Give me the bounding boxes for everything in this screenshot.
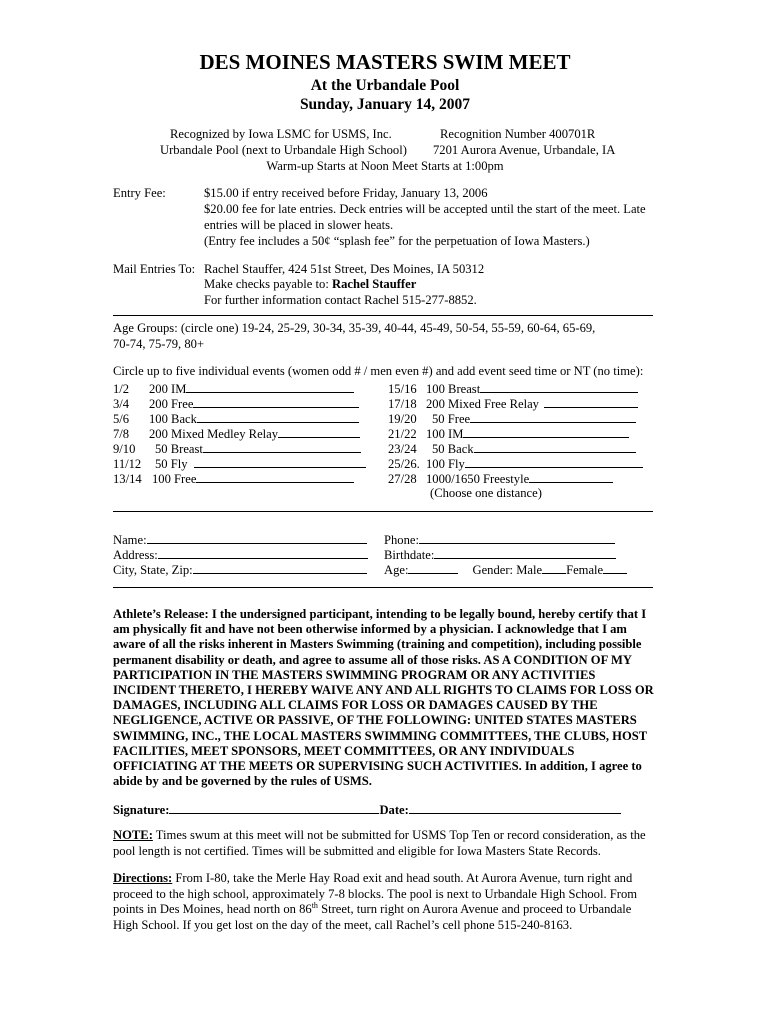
directions-label: Directions:	[113, 871, 173, 885]
checks-payable	[204, 277, 416, 293]
directions-paragraph	[113, 871, 655, 933]
event-name: 1000/1650 Freestyle	[426, 472, 530, 486]
seed-time-line[interactable]	[194, 455, 366, 468]
date-subtitle: Sunday, January 14, 2007	[299, 96, 471, 113]
events-intro: Circle up to five individual events (women odd # / men even #) and add event seed time or NT (no time):	[113, 364, 644, 378]
city-line[interactable]	[193, 561, 367, 574]
note-label: NOTE:	[113, 828, 153, 842]
seed-time-line[interactable]	[278, 425, 360, 438]
divider	[113, 511, 653, 512]
event-number: 17/18	[388, 397, 417, 411]
event-number: 11/12	[113, 457, 142, 471]
birthdate-label: Birthdate:	[384, 548, 435, 562]
divider	[113, 587, 653, 588]
name-label: Name:	[113, 533, 147, 547]
pool-address: 7201 Aurora Avenue, Urbandale, IA	[433, 143, 616, 157]
name-line[interactable]	[147, 531, 367, 544]
signature-label: Signature:	[113, 803, 170, 817]
page-title: DES MOINES MASTERS SWIM MEET	[199, 50, 571, 74]
divider	[113, 315, 653, 316]
event-name: 50 Back	[432, 442, 474, 456]
seed-time-line[interactable]	[196, 470, 354, 483]
seed-time-line[interactable]	[197, 410, 359, 423]
event-name: 100 IM	[426, 427, 464, 441]
athlete-release: Athlete’s Release: I the undersigned participant, intending to be legally bound, hereby certify that I am physically fit and have not been otherwise informed by a physician. I acknowledge that I am aware of all the risks inherent in Masters Swimming (training and competition), including possible permanent disability or death, and agree to assume all of those risks. AS A CONDITION OF MY PARTICIPATION IN THE MASTERS SWIMMING PROGRAM OR ANY ACTIVITIES INCIDENT THERETO, I HEREBY WAIVE ANY AND ALL RIGHTS TO CLAIMS FOR LOSS OR DAMAGES, INCLUDING ALL CLAIMS FOR LOSS OR DAMAGES CAUSED BY THE NEGLIGENCE, ACTIVE OR PASSIVE, OF THE FOLLOWING: UNITED STATES MASTERS SWIMMING, INC., THE LOCAL MASTERS SWIMMING COMMITTEES, THE CLUBS, HOST FACILITIES, MEET SPONSORS, MEET COMMITTEES, OR ANY INDIVIDUALS OFFICIATING AT THE MEETS OR SUPERVISING SUCH ACTIVITIES. In addition, I agree to abide by and be governed by the rules of USMS.	[113, 607, 654, 789]
directions-superscript: th	[311, 900, 318, 910]
female-line[interactable]	[603, 561, 627, 574]
mail-entries-label: Mail Entries To:	[113, 262, 196, 276]
event-name: 100 Back	[149, 412, 197, 426]
event-number: 1/2	[113, 382, 130, 396]
payee-name: Rachel Stauffer	[332, 277, 417, 291]
age-gender-field[interactable]	[384, 561, 627, 579]
seed-time-line[interactable]	[474, 440, 636, 453]
event-name: 100 Free	[152, 472, 197, 486]
seed-time-line[interactable]	[203, 440, 361, 453]
seed-time-line[interactable]	[480, 380, 638, 393]
event-number: 21/22	[388, 427, 417, 441]
event-name: 50 Fly	[155, 457, 188, 471]
recognition-number: Recognition Number 400701R	[440, 127, 596, 141]
event-number: 13/14	[113, 472, 142, 486]
note-text: Times swum at this meet will not be submitted for USMS Top Ten or record consideration, as the pool length is not certified. Times will be submitted and eligible for Iowa Masters State Records.	[113, 828, 646, 858]
age-groups-line: Age Groups: (circle one) 19-24, 25-29, 30-34, 35-39, 40-44, 45-49, 50-54, 55-59, 60-64, 65-69,	[113, 321, 596, 335]
event-number: 19/20	[388, 412, 417, 426]
phone-label: Phone:	[384, 533, 419, 547]
seed-time-line[interactable]	[529, 470, 613, 483]
venue-subtitle: At the Urbandale Pool	[310, 77, 460, 94]
phone-line[interactable]	[419, 531, 615, 544]
contact-info: For further information contact Rachel 515-277-8852.	[204, 293, 477, 307]
signature-line[interactable]	[169, 801, 379, 814]
directions-text: From I-80, take the Merle Hay Road exit and head south. At Aurora Avenue, turn right and proceed to the high school, approximately 7-8 blocks. The pool is next to Urbandale High School. From points in Des Moines, head north on 86	[113, 871, 638, 916]
mail-address: Rachel Stauffer, 424 51st Street, Des Moines, IA 50312	[204, 262, 485, 276]
signature-row[interactable]	[113, 801, 621, 819]
birthdate-line[interactable]	[434, 546, 616, 559]
female-label: Female	[566, 563, 604, 577]
event-name: 50 Breast	[155, 442, 203, 456]
male-line[interactable]	[542, 561, 566, 574]
address-label: Address:	[113, 548, 158, 562]
seed-time-line[interactable]	[465, 455, 643, 468]
date-line[interactable]	[409, 801, 621, 814]
event-number: 25/26.	[388, 457, 420, 471]
event-number: 3/4	[113, 397, 130, 411]
entry-fee-line: (Entry fee includes a 50¢ “splash fee” for the perpetuation of Iowa Masters.)	[204, 234, 590, 248]
event-number: 5/6	[113, 412, 130, 426]
meet-times: Warm-up Starts at Noon Meet Starts at 1:00pm	[266, 159, 504, 173]
seed-time-line[interactable]	[186, 380, 354, 393]
directions-text-cont: Street, turn right on Aurora Avenue and proceed to Urbandale High School. If you get lost on the day of the meet, call Rachel’s cell phone 515-240-8163.	[113, 902, 632, 932]
address-line[interactable]	[158, 546, 368, 559]
entry-fee-line: $15.00 if entry received before Friday, January 13, 2006	[204, 186, 488, 200]
event-row[interactable]	[113, 470, 354, 488]
checks-payable-prefix: Make checks payable to:	[204, 277, 332, 291]
event-name: 100 Fly	[426, 457, 465, 471]
seed-time-line[interactable]	[463, 425, 629, 438]
event-number: 23/24	[388, 442, 417, 456]
event-name: 100 Breast	[426, 382, 481, 396]
seed-time-line[interactable]	[470, 410, 636, 423]
event-number: 27/28	[388, 472, 417, 486]
seed-time-line[interactable]	[193, 395, 359, 408]
gender-label: Gender: Male	[472, 563, 543, 577]
entry-fee-line: entries will be placed in slower heats.	[204, 218, 394, 232]
event-number: 15/16	[388, 382, 417, 396]
recognition-text: Recognized by Iowa LSMC for USMS, Inc.	[170, 127, 392, 141]
date-label: Date:	[379, 803, 409, 817]
event-name: 200 Free	[149, 397, 194, 411]
seed-time-line[interactable]	[544, 395, 638, 408]
choose-distance-note: (Choose one distance)	[430, 486, 542, 500]
event-name: 50 Free	[432, 412, 471, 426]
age-label: Age:	[384, 563, 409, 577]
entry-fee-line: $20.00 fee for late entries. Deck entries will be accepted until the start of the meet. Late	[204, 202, 646, 216]
event-name: 200 Mixed Free Relay	[426, 397, 539, 411]
city-label: City, State, Zip:	[113, 563, 193, 577]
entry-fee-label: Entry Fee:	[113, 186, 166, 200]
city-field[interactable]	[113, 561, 367, 579]
age-line[interactable]	[408, 561, 458, 574]
age-groups-line: 70-74, 75-79, 80+	[113, 337, 205, 351]
pool-location: Urbandale Pool (next to Urbandale High School)	[160, 143, 407, 157]
event-name: 200 IM	[149, 382, 187, 396]
note-paragraph	[113, 828, 655, 859]
event-number: 9/10	[113, 442, 136, 456]
event-name: 200 Mixed Medley Relay	[149, 427, 279, 441]
event-number: 7/8	[113, 427, 130, 441]
event-row[interactable]	[388, 470, 613, 488]
